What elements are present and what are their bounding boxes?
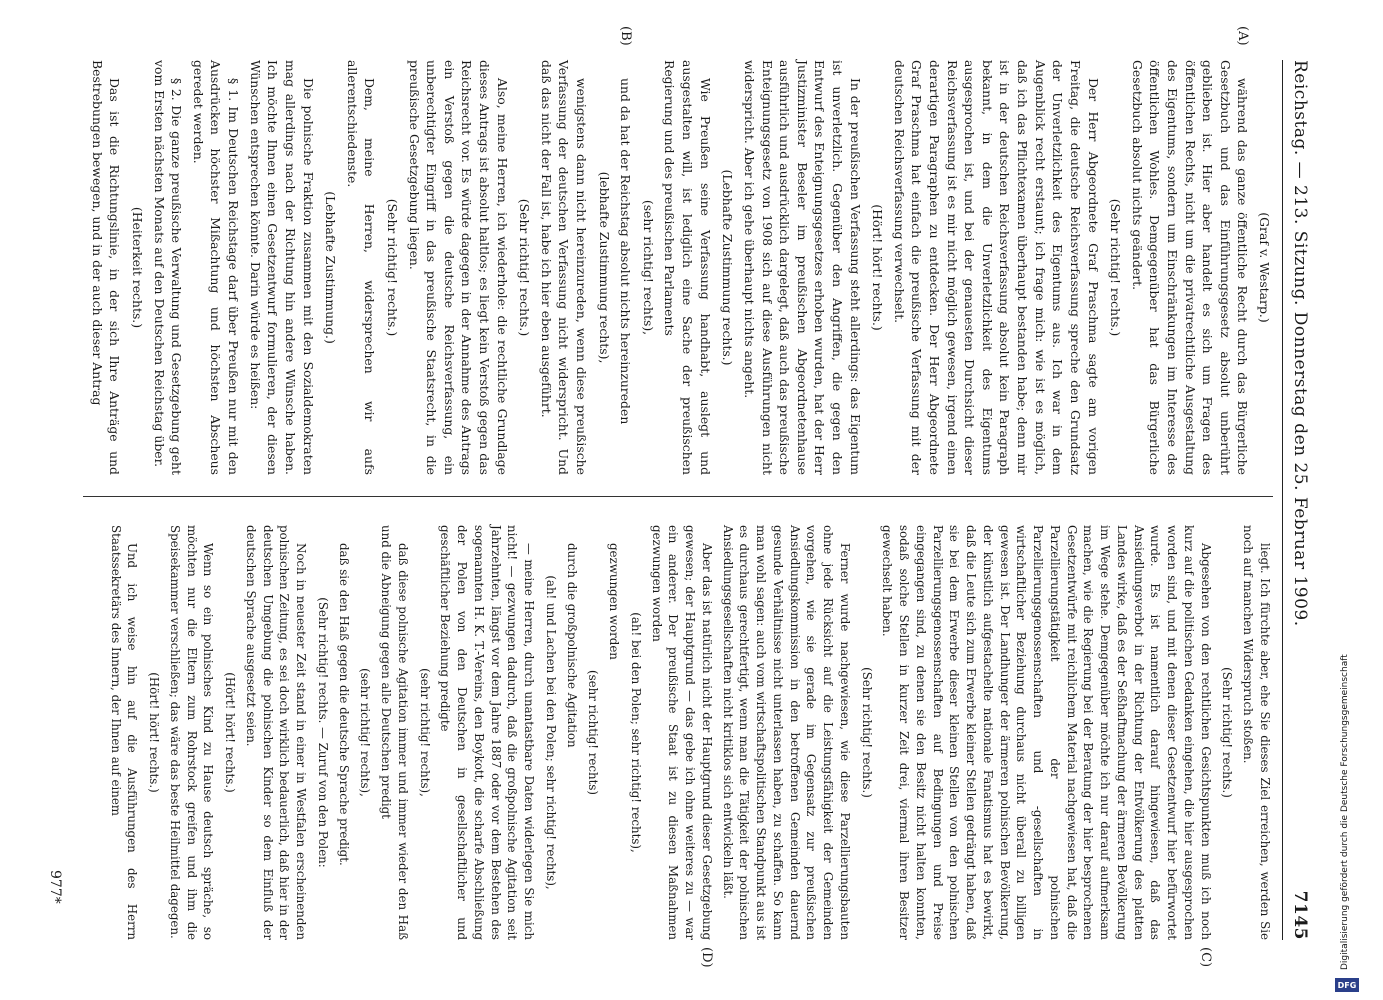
page-number: 7145 [1290,890,1310,940]
paragraph: daß diese polnische Agitation immer und immer wieder den Haß und die Abneigung gegen alle Deutschen predigt [379,525,410,940]
interjection: (Hört! hört! rechts.) [870,204,886,331]
paragraph: gezwungen worden [607,543,622,660]
dfg-logo: DFG [1335,978,1359,992]
paragraph: Der Herr Abgeordnete Graf Praschma sagte am vorigen Freitag, die deutsche Reichsverfassung spreche den Grundsatz der Unverletzlichkeit des Eigentums aus. Ich war in dem Augenblick recht erstaunt; ich frage mich: wie ist es möglich, daß ich das Pflichtexamen überhaupt bestanden habe; denn mir ist in der deutschen Reichsverfassung absolut kein Paragraph bekannt, in dem die Unverletzlichkeit des Eigentums ausgesprochen ist, und bei der genauesten Durchsicht dieser Reichsverfassung ist es mir nicht möglich gewesen, irgend einen derartigen Paragraphen zu entdecken. Der Herr Abgeordnete Graf Praschma hat einfach die preußische Verfassung mit der deutschen Reichsverfassung verwechselt. [891,60,1101,475]
paragraph: und da hat der Reichstag absolut nichts hereinzureden [618,78,634,425]
paragraph: § 2. Die ganze preußische Verwaltung und Gesetzgebung geht vom Ersten nächsten Monats auf den Deutschen Reichstag über. [151,60,185,475]
paragraph: Dem, meine Herren, widersprechen wir aufs allerentschiedenste. [344,60,378,475]
interjection: (sehr richtig! rechts), [640,199,656,336]
page-header [1285,60,1315,940]
interjection: (sehr richtig! rechts), [417,668,432,797]
paragraph: In der preußischen Verfassung steht allerdings: das Eigentum ist unverletzlich. Gegenüber den Angriffen, die gegen den Entwurf des Enteignungsgesetzes erhoben wurden, hat der Herr Justizminister Beseler im preußischen Abgeordnetenhause ausführlich und ausdrücklich dargelegt, daß auch das preußische Enteignungsgesetz von 1908 sich auf diese Ausführungen nicht widerspricht. Aber ich gehe überhaupt nichts angeht. [741,60,863,475]
interjection: (Hört! hört! rechts.) [223,672,238,793]
interjection: (lebhafte Zustimmung rechts), [596,171,612,364]
left-column [84,26,1273,475]
header-title: Reichstag. — 213. Sitzung. Donnerstag den 25. Februar 1909. [1290,60,1310,627]
paragraph: Wie Preußen seine Verfassung handhabt, auslegt und ausgestalten will, ist lediglich eine Sache der preußischen Regierung und des preußischen Parlaments [662,60,713,475]
margin-marker: (A) [1235,26,1250,46]
interjection: (Sehr richtig! rechts.) [1220,667,1235,798]
paragraph: — meine Herren, durch unantastbare Daten widerlegen Sie mich nicht! — gezwungen dadurch, daß die großpolnische Agitation seit Jahrzehnten, längst vor dem Jahre 1887 oder vor dem Bestehen des sogenannten H. K. T.-Vereins, den Boykott, die scharfe Abschließung der Polen von den Deutschen in gesellschaftlicher und geschäftlicher Beziehung predigte [438,525,537,940]
speaker-name: (Graf v. Westarp.) [1257,212,1272,323]
right-column [103,525,1273,968]
paragraph: Aber das ist natürlich nicht der Hauptgrund dieser Gesetzgebung gewesen; der Hauptgrund — das gebe ich ohne weiteres zu — war ein anderer. Der preußische Staat ist zu diesen Maßnahmen gezwungen worden [649,525,714,940]
paragraph: Wenn so ein polnisches Kind zu Hause deutsch spräche, so möchten nur die Eltern zum Rohrstock greifen und ihm die Speisekammer verschließen; das wäre das beste Heilmittel dagegen. [168,525,216,940]
interjection: (Lebhafte Zustimmung rechts.) [720,169,736,366]
interjection: (Lebhafte Zustimmung.) [323,191,339,344]
interjection: (Sehr richtig! rechts.) [859,667,874,798]
paragraph: Die polnische Fraktion zusammen mit den Sozialdemokraten mag allerdings nach der Richtung hin andere Wünsche haben. Ich möchte Ihnen einen Gesetzentwurf formulieren, der diesen Wünschen entsprechen könnte. Darin würde es heißen: [247,60,316,475]
paragraph: daß sie den Haß gegen die deutsche Sprache predigt. [336,543,351,866]
paragraph: Und ich weise hin auf die Ausführungen des Herrn Staatssekretärs des Innern, der Ihnen auf einem [108,525,140,940]
paragraph: Ferner wurde nachgewiesen, wie diese Parzellierungsbauten ohne jede Rücksicht auf die Leistungsfähigkeit der Gemeinden vorgehen, wie sie gerade im Gegensatz zur preußischen Ansiedlungskommission in den betroffenen Gemeinden dauernd gesunde Verhältnisse nicht unterlassen haben, zu schaffen. So kann man wohl sagen: auch vom wirtschaftspolitischen Standpunkt aus ist es durchaus gerechtfertigt, wenn man die Tätigkeit der polnischen Ansiedlungsgesellschaften nicht kritiklos sich entwickeln läßt. [720,525,852,940]
interjection: (sehr richtig! rechts), [358,668,373,797]
margin-marker: (B) [618,26,633,46]
interjection: (Sehr richtig! rechts. — Zuruf von den Polen: [316,597,330,868]
paragraph: während das ganze öffentliche Recht durch das Bürgerliche Gesetzbuch und das Einführungsgesetz absolut unberührt geblieben ist. Hier aber handelt es sich um Fragen des öffentlichen Rechts, nicht um die privatrechtliche Ausgestaltung des Eigentums, sondern um Einschränkungen im Interesse des öffentlichen Wohles. Demgegenüber hat das Bürgerliche Gesetzbuch absolut nichts geändert. [1129,60,1251,475]
interjection: (Sehr richtig! rechts.) [517,198,533,337]
paragraph: Abgesehen von den rechtlichen Gesichtspunkten muß ich noch kurz auf die politischen Gedanken eingehen, die hier ausgesprochen worden sind, und mit denen dieser Gesetzentwurf hier befürwortet wurde. Es ist namentlich darauf hingewiesen, daß das Ansiedlungsverbot in der Richtung der Entvölkerung des platten Landes wirke, daß es der Seßhaftmachung der ärmeren Bevölkerung im Wege stehe. Demgegenüber möchte ich nur darauf aufmerksam machen, wie die Regierung bei der Beratung der hier besprochenen Gesetzentwürfe mit reichlichem Material nachgewiesen hat, daß die Parzellierungstätigkeit der polnischen Parzellierungsgenossenschaften und -gesellschaften in wirtschaftlicher Beziehung durchaus nicht überall zu billigen gewesen ist. Der Landhunger der ärmeren polnischen Bevölkerung, der künstlich aufgestachelte nationale Fanatismus hat es bewirkt, daß die Leute sich zum Erwerbe kleiner Stellen gedrängt haben, daß sie bei dem Erwerbe dieser kleinen Stellen von den polnischen Parzellierungsgenossenschaften auf Bedingungen und Preise eingegangen sind, zu denen sie den Besitz nicht halten konnten, sodaß solche Stellen in kurzer Zeit drei, viermal ihren Besitzer gewechselt haben. [880,525,1213,940]
header-rule [1282,60,1283,940]
margin-marker: (C) [1198,947,1213,968]
digitization-note: Digitalisierung gefördert durch die Deutsche Forschungsgemeinschaft [1340,654,1350,970]
column-divider [83,496,1273,497]
interjection: (ah! und Lachen bei den Polen; sehr richtig! rechts), [544,575,558,890]
paragraph: liegt. Ich fürchte aber, ehe Sie dieses Ziel erreichen, werden Sie noch auf manchen Widerspruch stoßen. [1241,525,1272,940]
paragraph: Noch in neuester Zeit stand in einer in Westfalen erscheinenden polnischen Zeitung, es sei doch wirklich bedauerlich, daß hier in der deutschen Umgebung die polnischen Kinder so dem Einfluß der deutschen Sprache ausgesetzt seien. [244,525,309,940]
margin-marker: (D) [699,947,714,968]
paragraph: § 1. Im Deutschen Reichstage darf über Preußen nur mit den Ausdrücken höchster Mißachtung und höchsten Abscheus geredet werden. [190,60,242,475]
paragraph: Also, meine Herren, ich wiederhole: die rechtliche Grundlage dieses Antrags ist absolut haltlos; es liegt kein Verstoß gegen das Reichsrecht vor. Es würde dagegen in der Annahme des Antrags ein Verstoß gegen die deutsche Reichsverfassung, ein unberechtigter Eingriff in das preußische Staatsrecht, in die preußische Gesetzgebung liegen. [406,60,510,475]
interjection: (Heiterkeit rechts.) [130,206,146,329]
paragraph: wenigstens dann nicht hereinzureden, wenn diese preußische Verfassung der deutschen Verfassung nicht widerspricht. Und daß das nicht der Fall ist, habe ich hier eben ausgeführt. [538,60,590,475]
interjection: (ah! bei den Polen; sehr richtig! rechts), [629,612,643,853]
interjection: (Sehr richtig! rechts.) [384,198,400,337]
paragraph: durch die großpolnische Agitation [564,543,579,748]
interjection: (sehr richtig! rechts) [586,669,601,796]
interjection: (Hört! hört! rechts.) [147,672,162,793]
paragraph: Das ist die Richtungslinie, in der sich Ihre Anträge und Bestrebungen bewegen, und in der auch dieser Antrag [89,60,123,475]
interjection: (Sehr richtig! rechts.) [1108,198,1124,337]
signature-mark: 977* [47,870,63,904]
